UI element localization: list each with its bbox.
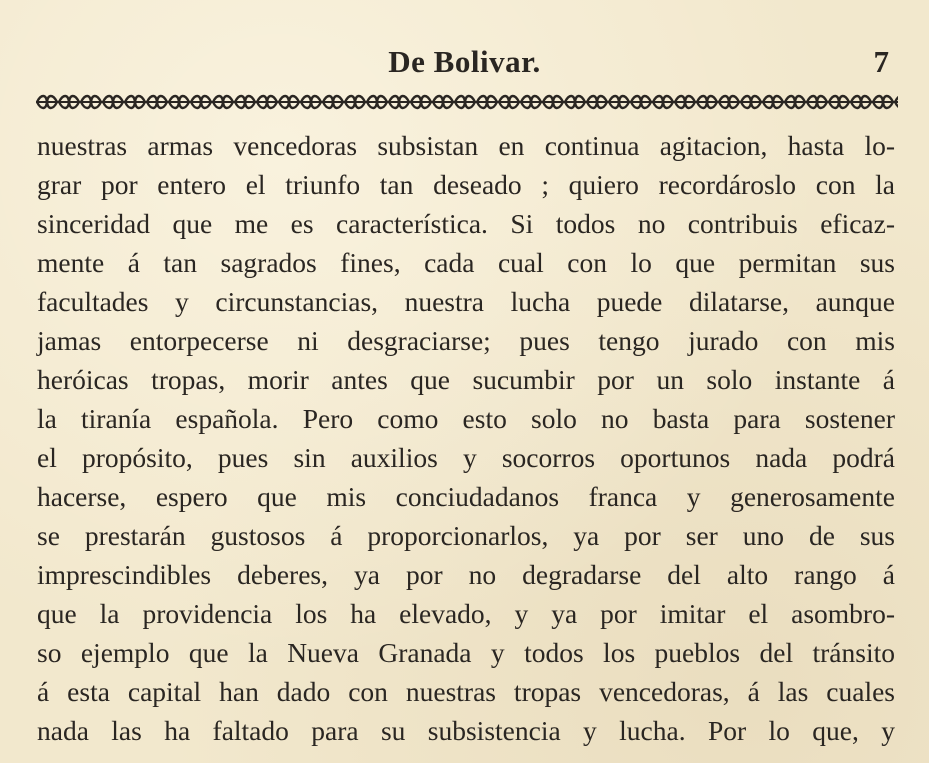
text-line: mente á tan sagrados fines, cada cual con lo que permitan sus [37, 247, 895, 278]
text-line: á esta capital han dado con nuestras tropas vencedoras, á las cuales [37, 676, 895, 707]
text-line: que la providencia los ha elevado, y ya por imitar el asombro- [37, 598, 895, 629]
page-title: De Bolivar. [388, 44, 541, 79]
ornamental-rule [36, 94, 898, 110]
text-line: el propósito, pues sin auxilios y socorros oportunos nada podrá [37, 442, 895, 473]
text-line: grar por entero el triunfo tan deseado ; quiero recordároslo con la [37, 169, 895, 200]
text-line: facultades y circunstancias, nuestra lucha puede dilatarse, aunque [37, 286, 895, 317]
text-line: heróicas tropas, morir antes que sucumbir por un solo instante á [37, 364, 895, 395]
text-line: nuestras armas vencedoras subsistan en continua agitacion, hasta lo- [37, 130, 895, 161]
text-line: so ejemplo que la Nueva Granada y todos los pueblos del tránsito [37, 637, 895, 668]
page-number: 7 [873, 44, 889, 79]
text-line: imprescindibles deberes, ya por no degradarse del alto rango á [37, 559, 895, 590]
running-head [0, 40, 929, 84]
text-line: nada las ha faltado para su subsistencia y lucha. Por lo que, y [37, 715, 895, 746]
text-line: se prestarán gustosos á proporcionarlos, ya por ser uno de sus [37, 520, 895, 551]
text-line: la tiranía española. Pero como esto solo no basta para sostener [37, 403, 895, 434]
text-line: sinceridad que me es característica. Si todos no contribuis eficaz- [37, 208, 895, 239]
body-text [37, 126, 895, 750]
text-line: jamas entorpecerse ni desgraciarse; pues tengo jurado con mis [37, 325, 895, 356]
text-line: hacerse, espero que mis conciudadanos franca y generosamente [37, 481, 895, 512]
